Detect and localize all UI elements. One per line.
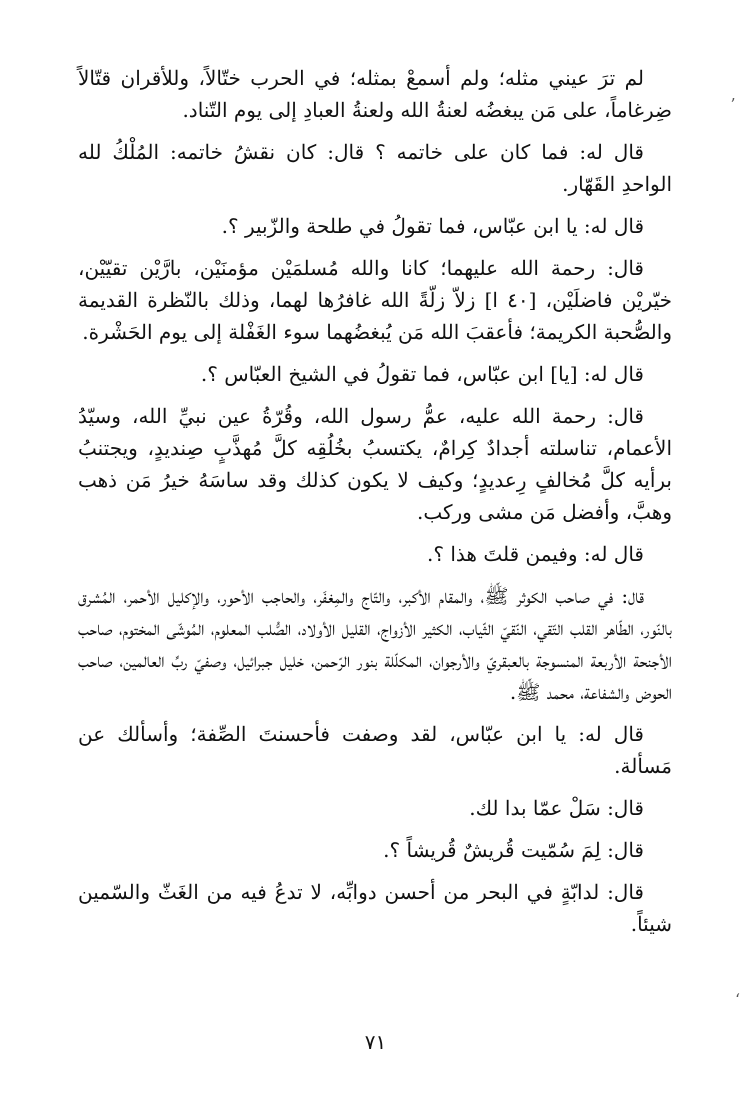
- margin-tick-mark: ʻ: [735, 990, 741, 1009]
- paragraph-9: قال له: يا ابن عبّاس، لقد وصفت فأحسنتَ الصِّفة؛ وأسألك عن مَسألة.: [78, 722, 672, 778]
- paragraph-5: قال له: [يا] ابن عبّاس، فما تقولُ في الشيخ العبّاس ؟.: [200, 362, 644, 386]
- paragraph-10: قال: سَلْ عمّا بدا لك.: [469, 796, 644, 820]
- paragraph-1: لم ترَ عيني مثله؛ ولم أسمعْ بمثله؛ في الحرب ختّالاً، وللأقران قتّالاً ضِرغاماً، على مَن يبغضُه لعنةُ الله ولعنةُ العبادِ إلى يوم التّناد.: [78, 66, 672, 122]
- main-text: [78, 62, 672, 950]
- margin-tick-mark: ʼ: [730, 95, 736, 114]
- paragraph-8: قال: في صاحب الكوثر ﷺ، والمقام الأكبر، والتّاج والمِغفَر، والحاجب الأحور، والإكليل الأحمر، المُشرق بالنّور، الطّاهر القلب التّقي، النّقيّ الثّياب، الكثير الأزواج، القليل الأولاد، الصُّلب المعلوم، المُوشّى المختوم، صاحب الأجنحة الأربعة المنسوجة بالعبقريّ والأرجوان، المكلّلة بنور الرّحمن، خليل جبرائيل، وصفيّ ربِّ العالمين، صاحب الحوض والشفاعة، محمد ﷺ.: [78, 584, 672, 704]
- paragraph-6: قال: رحمة الله عليه، عمُّ رسول الله، وقُرّةُ عين نبيِّ الله، وسيّدُ الأعمام، تناسلته أجدادٌ كِرامٌ، يكتسبُ بخُلُقِه كلَّ مُهذَّبٍ صِنديدٍ، ويجتنبُ برأيه كلَّ مُخالفٍ رِعديدٍ؛ وكيف لا يكون كذلك وقد ساسَهُ خيرُ مَن ذهب وهبَّ، وأفضل مَن مشى وركب.: [78, 404, 672, 524]
- paragraph-2: قال له: فما كان على خاتمه ؟ قال: كان نقشُ خاتمه: المُلْكُ لله الواحدِ القَهّار.: [78, 140, 672, 196]
- paragraph-4: قال: رحمة الله عليهما؛ كانا والله مُسلمَيْن مؤمنَيْن، بارَّيْن تقيّيْن، خيّريْن فاضلَيْن، [٤٠ ا] زلاّ زلّةً الله غافرُها لهما، وذلك بالنّظرة القديمة والصُّحبة الكريمة؛ فأعقبَ الله مَن يُبغضُهما سوء الغَفْلة إلى يوم الحَشْرة.: [78, 256, 672, 344]
- paragraph-3: قال له: يا ابن عبّاس، فما تقولُ في طلحة والزّبير ؟.: [221, 214, 644, 238]
- page-number: ٧١: [364, 1030, 387, 1054]
- paragraph-7: قال له: وفيمن قلتَ هذا ؟.: [427, 542, 644, 566]
- paragraph-11: قال: لِمَ سُمّيت قُريشٌ قُريشاً ؟.: [383, 838, 644, 862]
- paragraph-12: قال: لدابّةٍ في البحر من أحسن دوابِّه، لا تدعُ فيه من الغَثّ والسّمين شيئاً.: [78, 880, 672, 936]
